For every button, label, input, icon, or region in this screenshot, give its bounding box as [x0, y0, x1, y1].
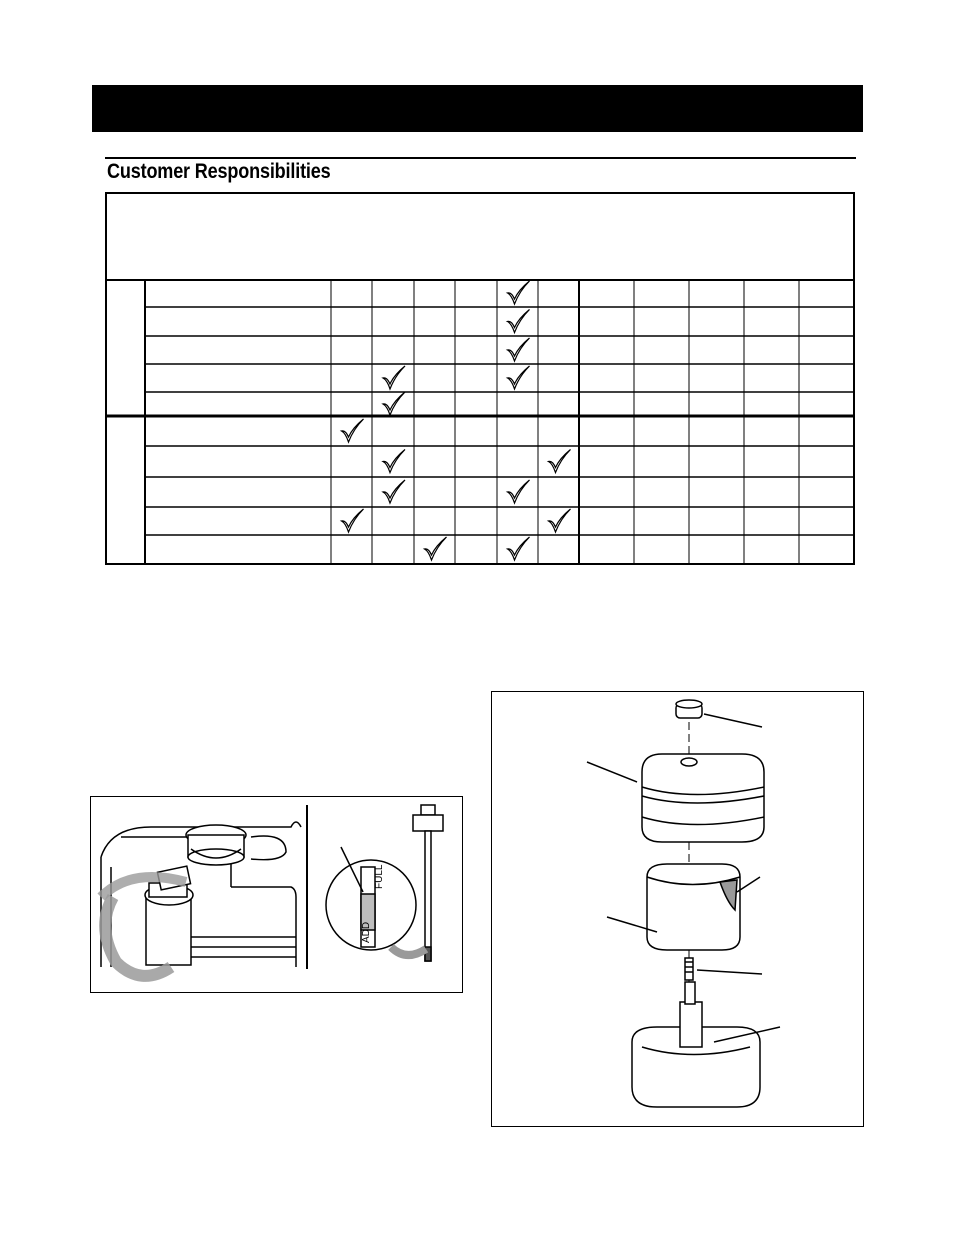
oil-check-figure — [90, 796, 463, 993]
section-title-bar — [92, 85, 863, 132]
oil-fill-illustration — [91, 797, 461, 991]
page-title: Customer Responsibilities — [107, 160, 331, 183]
check-mark-icon — [549, 509, 571, 532]
check-mark-icon — [508, 480, 530, 503]
dipstick-full-label: FULL — [374, 864, 385, 889]
air-filter-exploded-view — [492, 692, 862, 1125]
check-mark-icon — [549, 450, 571, 473]
check-mark-icon — [508, 281, 530, 304]
check-mark-icon — [383, 366, 405, 389]
check-mark-icon — [342, 509, 364, 532]
heading-rule — [105, 157, 856, 159]
schedule-grid-lines — [105, 192, 855, 565]
check-mark-icon — [383, 450, 405, 473]
cover — [642, 754, 764, 842]
air-filter-figure — [491, 691, 864, 1127]
check-mark-icon — [508, 366, 530, 389]
check-mark-icon — [425, 537, 447, 560]
check-mark-icon — [383, 392, 405, 415]
dipstick-add-label: ADD — [361, 921, 372, 943]
check-mark-icon — [508, 338, 530, 361]
check-mark-icon — [508, 310, 530, 333]
cartridge — [647, 864, 740, 950]
check-mark-icon — [508, 537, 530, 560]
check-mark-icon — [342, 419, 364, 442]
check-mark-icon — [383, 480, 405, 503]
